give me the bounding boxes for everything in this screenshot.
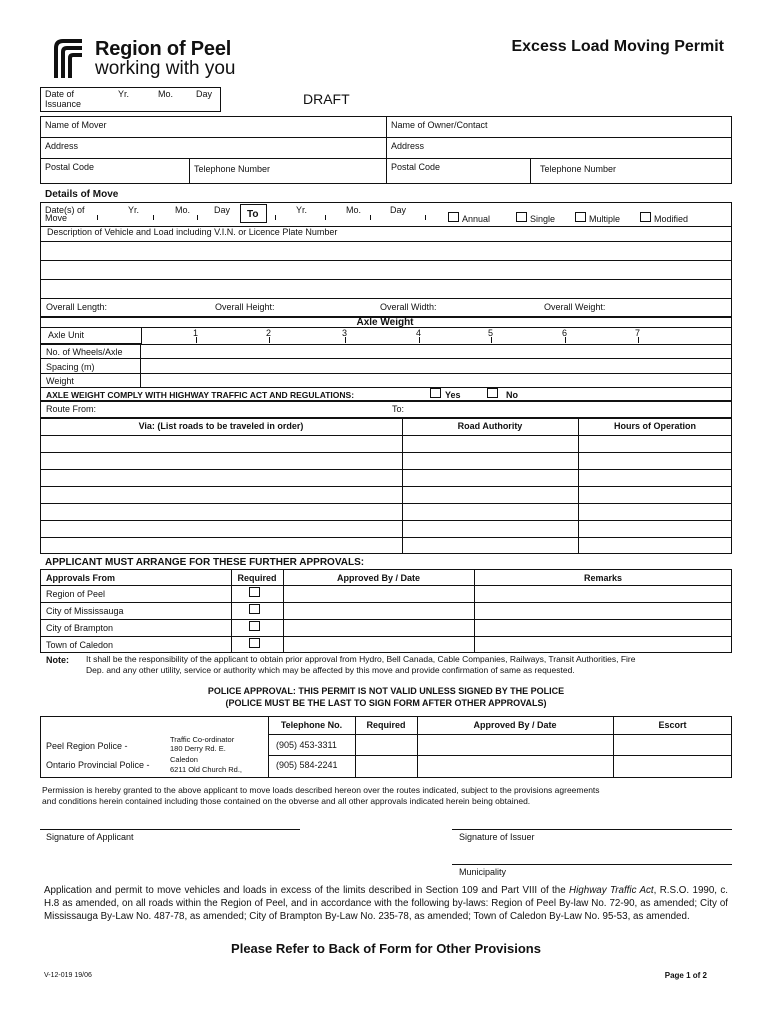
axle-3: 3: [342, 328, 348, 338]
mover-postal-field[interactable]: Postal Code: [45, 162, 95, 172]
approval-brampton: City of Brampton: [46, 623, 114, 633]
approvals-required-header: Required: [237, 573, 277, 583]
multiple-checkbox[interactable]: [575, 212, 586, 222]
logo-tagline: working with you: [95, 58, 236, 79]
approvals-approved-header: Approved By / Date: [336, 573, 421, 583]
issuance-yr: Yr.: [118, 89, 130, 99]
approval-mississauga: City of Mississauga: [46, 606, 124, 616]
move-mo: Mo.: [175, 205, 191, 215]
required-caledon-checkbox[interactable]: [249, 638, 260, 648]
police-title-1: POLICE APPROVAL: THIS PERMIT IS NOT VALID UNLESS SIGNED BY THE POLICE: [207, 686, 565, 696]
comply-yes-label: Yes: [445, 390, 461, 400]
axle-weight-title: Axle Weight: [356, 317, 414, 328]
issuance-label-1: Date of: [45, 89, 75, 99]
axle-2: 2: [266, 328, 272, 338]
move-dates-label-1: Date(s) of: [45, 205, 85, 215]
mover-name-field[interactable]: Name of Mover: [45, 120, 107, 130]
police-escort-header: Escort: [658, 720, 687, 730]
axle-4: 4: [416, 328, 422, 338]
spacing-label: Spacing (m): [46, 362, 95, 372]
peel-police-addr-1: Traffic Co-ordinator: [170, 735, 235, 744]
approvals-from-header: Approvals From: [46, 573, 116, 583]
page-number: Page 1 of 2: [664, 971, 707, 980]
applicant-signature-label: Signature of Applicant: [46, 832, 134, 842]
approvals-heading: APPLICANT MUST ARRANGE FOR THESE FURTHER APPROVALS:: [45, 557, 365, 568]
route-from-field[interactable]: Route From:: [46, 404, 97, 414]
move-yr: Yr.: [128, 205, 140, 215]
single-checkbox[interactable]: [516, 212, 527, 222]
to-label: To: [247, 209, 259, 220]
opp-phone: (905) 584-2241: [276, 760, 338, 770]
municipality-line[interactable]: [452, 864, 732, 865]
multiple-label: Multiple: [589, 214, 621, 224]
route-box: [40, 401, 732, 418]
opp-addr-1: Caledon: [170, 755, 198, 764]
opp-label: Ontario Provincial Police -: [46, 760, 150, 770]
overall-length-field[interactable]: Overall Length:: [46, 302, 108, 312]
axle-7: 7: [635, 328, 641, 338]
issuer-signature-label: Signature of Issuer: [459, 832, 535, 842]
annual-label: Annual: [462, 214, 491, 224]
axle-unit-label: Axle Unit: [48, 330, 85, 340]
required-brampton-checkbox[interactable]: [249, 621, 260, 631]
overall-height-field[interactable]: Overall Height:: [215, 302, 275, 312]
annual-checkbox[interactable]: [448, 212, 459, 222]
hours-header: Hours of Operation: [613, 421, 696, 431]
refer-back-notice: Please Refer to Back of Form for Other Provisions: [231, 941, 541, 956]
details-of-move-heading: Details of Move: [45, 189, 119, 200]
move-day-2: Day: [390, 205, 407, 215]
move-mo-2: Mo.: [346, 205, 362, 215]
permission-text-2: and conditions herein contained including those contained on the obverse and all other approvals indicated herein being obtained.: [42, 796, 531, 806]
approval-region-of-peel: Region of Peel: [46, 589, 106, 599]
road-authority-header: Road Authority: [457, 421, 523, 431]
permission-text-1: Permission is hereby granted to the above applicant to move loads described hereon over the routes indicated, subject to the provisions agreements: [42, 785, 600, 795]
opp-addr-2: 6211 Old Church Rd.,: [170, 765, 242, 774]
approvals-remarks-header: Remarks: [583, 573, 623, 583]
note-text-1: It shall be the responsibility of the applicant to obtain prior approval from Hydro, Bell Canada, Cable Companies, Railways, Transit Authorities, Fire: [86, 654, 636, 664]
required-mississauga-checkbox[interactable]: [249, 604, 260, 614]
municipality-label: Municipality: [459, 867, 507, 877]
note-text-2: Dep. and any other utility, service or authority which may be affected by this move and provide confirmation of same as requested.: [86, 665, 575, 675]
issuance-label-2: Issuance: [45, 99, 82, 109]
approval-caledon: Town of Caledon: [46, 640, 114, 650]
axle-5: 5: [488, 328, 494, 338]
overall-weight-field[interactable]: Overall Weight:: [544, 302, 606, 312]
draft-watermark: DRAFT: [303, 91, 350, 107]
weight-label: Weight: [46, 376, 74, 386]
via-header: Via: (List roads to be traveled in order): [138, 421, 304, 431]
region-of-peel-logo-icon: [52, 38, 92, 80]
modified-label: Modified: [654, 214, 689, 224]
police-required-header: Required: [366, 720, 406, 730]
issuance-day: Day: [196, 89, 213, 99]
applicant-signature-line[interactable]: [40, 829, 300, 830]
axle-1: 1: [193, 328, 199, 338]
move-day: Day: [214, 205, 231, 215]
police-title-2: (POLICE MUST BE THE LAST TO SIGN FORM AFTER OTHER APPROVALS): [225, 698, 547, 708]
vehicle-description-label: Description of Vehicle and Load including V.I.N. or Licence Plate Number: [47, 227, 338, 237]
form-code: V-12-019 19/06: [44, 972, 92, 979]
logo-name: Region of Peel: [95, 38, 232, 60]
form-title: Excess Load Moving Permit: [511, 38, 724, 55]
mover-phone-field[interactable]: Telephone Number: [194, 164, 271, 174]
legal-text: Application and permit to move vehicles and loads in excess of the limits described in Section 109 and Part VIII of the Highway Traffic Act, R.S.O. 1990, c. H.8 as amended, on all roads within the Region of Peel, and in accordance with the following by-laws: Region of Peel By-law No. 72-90, as amended; City of Mississauga By-Law No. 487-78, as amended; City of Brampton By-Law No. 235-78, as amended; Town of Caledon By-Law No. 95-53, as amended.: [44, 885, 729, 922]
axle-comply-label: AXLE WEIGHT COMPLY WITH HIGHWAY TRAFFIC ACT AND REGULATIONS:: [46, 390, 355, 400]
wheels-per-axle-label: No. of Wheels/Axle: [46, 347, 123, 357]
owner-name-field[interactable]: Name of Owner/Contact: [391, 120, 488, 130]
mover-address-field[interactable]: Address: [45, 141, 79, 151]
owner-address-field[interactable]: Address: [391, 141, 425, 151]
move-dates-label-2: Move: [45, 213, 68, 223]
comply-no-checkbox[interactable]: [487, 388, 498, 398]
axle-6: 6: [562, 328, 568, 338]
comply-yes-checkbox[interactable]: [430, 388, 441, 398]
peel-police-phone: (905) 453-3311: [276, 740, 337, 750]
comply-no-label: No: [506, 390, 518, 400]
owner-postal-field[interactable]: Postal Code: [391, 162, 441, 172]
modified-checkbox[interactable]: [640, 212, 651, 222]
police-approved-header: Approved By / Date: [473, 720, 557, 730]
overall-width-field[interactable]: Overall Width:: [380, 302, 437, 312]
axle-weight-box: [40, 317, 732, 401]
peel-police-label: Peel Region Police -: [46, 741, 128, 751]
required-peel-checkbox[interactable]: [249, 587, 260, 597]
police-phone-header: Telephone No.: [280, 720, 343, 730]
peel-police-addr-2: 180 Derry Rd. E.: [170, 744, 226, 753]
single-label: Single: [530, 214, 556, 224]
move-yr-2: Yr.: [296, 205, 308, 215]
note-label: Note:: [46, 655, 69, 665]
owner-phone-field[interactable]: Telephone Number: [540, 164, 617, 174]
issuer-signature-line[interactable]: [452, 829, 732, 830]
issuance-mo: Mo.: [158, 89, 174, 99]
route-to-field[interactable]: To:: [392, 404, 405, 414]
